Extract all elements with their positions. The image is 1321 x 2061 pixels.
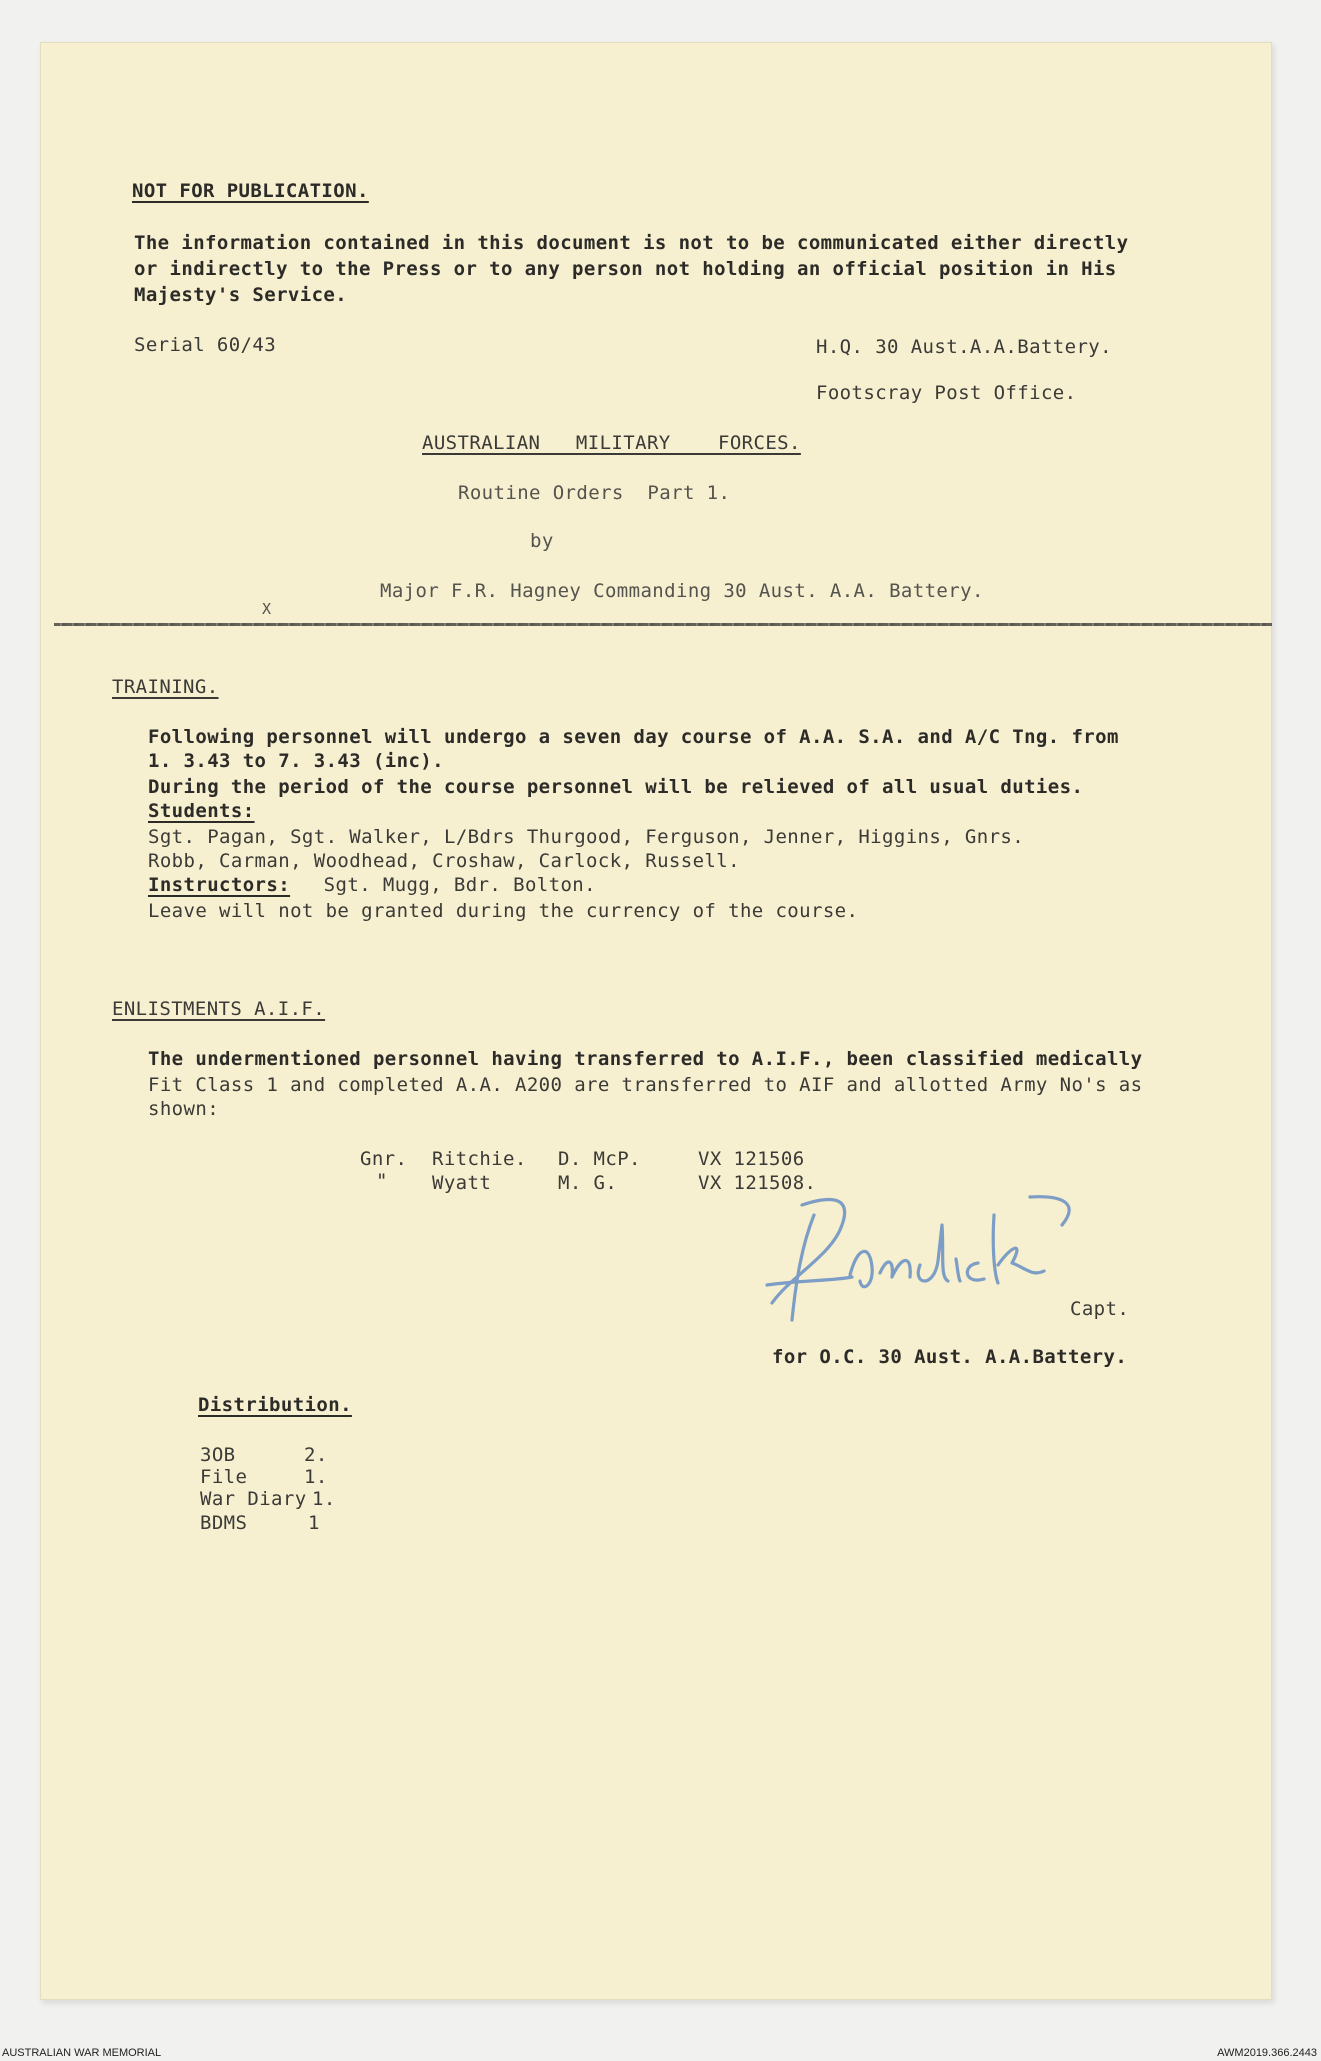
- distribution-qty: 1.: [312, 1488, 336, 1510]
- distribution-qty: 2.: [304, 1444, 328, 1466]
- instructors-label: Instructors:: [148, 874, 291, 896]
- distribution-label: File: [200, 1466, 248, 1488]
- distribution-qty: 1.: [304, 1466, 328, 1488]
- enlistee-initials: D. McP.: [558, 1148, 641, 1170]
- distribution-qty: 1: [308, 1512, 320, 1534]
- enlistee-rank: ": [376, 1170, 388, 1192]
- notice-line-3: Majesty's Service.: [134, 284, 348, 306]
- margin-mark: X: [262, 600, 272, 618]
- signatory-for-line: for O.C. 30 Aust. A.A.Battery.: [772, 1346, 1128, 1368]
- footer-accession-number: AWM2019.366.2443: [1217, 2047, 1317, 2059]
- commander-line: Major F.R. Hagney Commanding 30 Aust. A.A. Battery.: [380, 580, 984, 602]
- training-line-1: Following personnel will undergo a seven day course of A.A. S.A. and A/C Tng. from: [148, 726, 1119, 748]
- distribution-label: BDMS: [200, 1512, 248, 1534]
- enlistee-army-number: VX 121508.: [698, 1172, 817, 1194]
- enlistee-army-number: VX 121506: [698, 1148, 805, 1170]
- notice-line-2: or indirectly to the Press or to any person not holding an official position in His: [134, 258, 1117, 280]
- instructors-names: Sgt. Mugg, Bdr. Bolton.: [300, 874, 596, 896]
- students-line-1: Sgt. Pagan, Sgt. Walker, L/Bdrs Thurgood, Ferguson, Jenner, Higgins, Gnrs.: [148, 826, 1025, 848]
- serial-number: Serial 60/43: [134, 334, 277, 356]
- enlistments-line-2: Fit Class 1 and completed A.A. A200 are transferred to AIF and allotted Army No's as: [148, 1074, 1143, 1096]
- forces-title: AUSTRALIAN MILITARY FORCES.: [422, 432, 801, 454]
- post-office: Footscray Post Office.: [816, 382, 1077, 404]
- distribution-label: 3OB: [200, 1444, 236, 1466]
- unit-address: H.Q. 30 Aust.A.A.Battery.: [816, 336, 1112, 358]
- enlistee-name: Wyatt: [432, 1172, 492, 1194]
- training-line-3: During the period of the course personnel will be relieved of all usual duties.: [148, 776, 1084, 798]
- students-line-2: Robb, Carman, Woodhead, Croshaw, Carlock, Russell.: [148, 850, 740, 872]
- training-heading: TRAINING.: [112, 676, 219, 698]
- by-line: by: [530, 530, 554, 552]
- students-label: Students:: [148, 800, 255, 822]
- handwritten-signature: [762, 1185, 1092, 1335]
- distribution-label: War Diary: [200, 1488, 307, 1510]
- enlistee-initials: M. G.: [558, 1172, 618, 1194]
- enlistee-rank: Gnr.: [360, 1148, 408, 1170]
- enlistee-name: Ritchie.: [432, 1148, 527, 1170]
- signatory-rank: Capt.: [1070, 1298, 1130, 1320]
- routine-orders-title: Routine Orders Part 1.: [458, 482, 731, 504]
- not-for-publication-heading: NOT FOR PUBLICATION.: [132, 180, 369, 202]
- enlistments-line-1: The undermentioned personnel having transferred to A.I.F., been classified medically: [148, 1048, 1143, 1070]
- enlistments-line-3: shown:: [148, 1098, 220, 1120]
- enlistments-heading: ENLISTMENTS A.I.F.: [112, 998, 326, 1020]
- distribution-heading: Distribution.: [198, 1394, 352, 1416]
- leave-line: Leave will not be granted during the currency of the course.: [148, 900, 859, 922]
- section-divider: [54, 623, 1272, 626]
- notice-line-1: The information contained in this document is not to be communicated either directly: [134, 232, 1129, 254]
- training-line-2: 1. 3.43 to 7. 3.43 (inc).: [148, 750, 444, 772]
- footer-source: AUSTRALIAN WAR MEMORIAL: [2, 2047, 162, 2059]
